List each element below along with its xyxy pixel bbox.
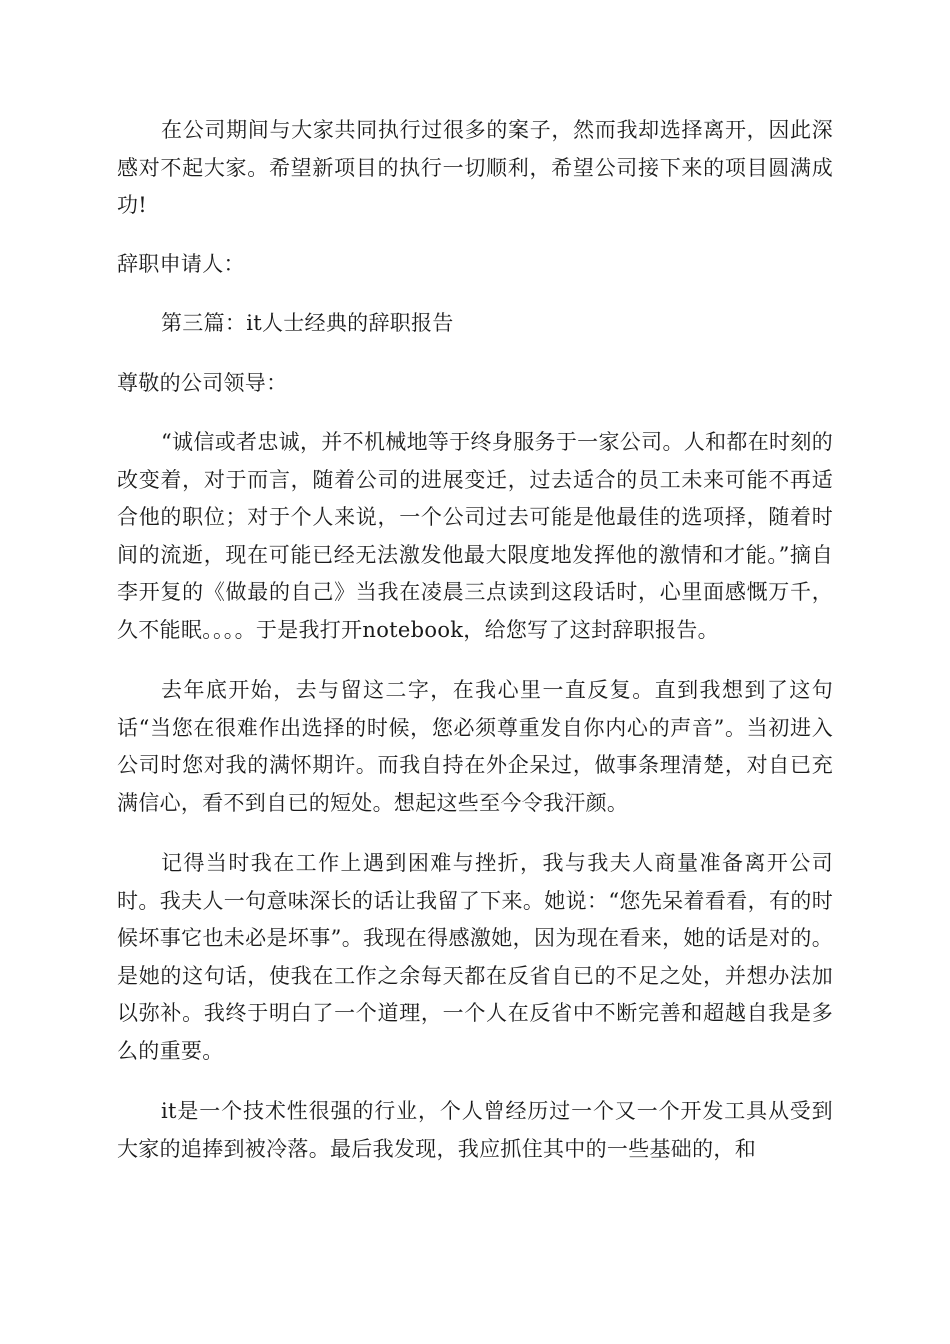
paragraph-it-industry: it是一个技术性很强的行业，个人曾经历过一个又一个开发工具从受到大家的追捧到被冷落。最后我发现，我应抓住其中的一些基础的，和 <box>117 1099 833 1161</box>
paragraph-closing-wishes: 在公司期间与大家共同执行过很多的案子，然而我却选择离开，因此深感对不起大家。希望新项目的执行一切顺利，希望公司接下来的项目圆满成功! <box>117 118 833 217</box>
section-heading: 第三篇：it人士经典的辞职报告 <box>161 311 454 335</box>
document-page <box>117 112 833 1168</box>
paragraph-decision: 去年底开始，去与留这二字，在我心里一直反复。直到我想到了这句话“当您在很难作出选择的时候，您必须尊重发自你内心的声音”。当初进入公司时您对我的满怀期许。而我自持在外企呆过，做事条理清楚，对自已充满信心，看不到自已的短处。想起这些至今令我汗颜。 <box>117 678 833 815</box>
paragraph-salutation: 尊敬的公司领导： <box>117 370 288 395</box>
paragraph-difficulties: 记得当时我在工作上遇到困难与挫折，我与我夫人商量准备离开公司时。我夫人一句意味深长的话让我留了下来。她说：“您先呆着看看，有的时候坏事它也未必是坏事”。我现在得感激她，因为现在看来，她的话是对的。是她的这句话，使我在工作之余每天都在反省自已的不足之处，并想办法加以弥补。我终于明白了一个道理，一个人在反省中不断完善和超越自我是多么的重要。 <box>117 851 833 1063</box>
paragraph-applicant-signature: 辞职申请人： <box>117 251 245 276</box>
paragraph-quote: “诚信或者忠诚，并不机械地等于终身服务于一家公司。人和都在时刻的改变着，对于而言，随着公司的进展变迁，过去适合的员工未来可能不再适合他的职位；对于个人来说，一个公司过去可能是他最佳的选项择，随着时间的流逝，现在可能已经无法激发他最大限度地发挥他的激情和才能。”摘自李开复的《做最的自己》当我在凌晨三点读到这段话时，心里面感慨万千，久不能眠。。。。于是我打开notebook，给您写了这封辞职报告。 <box>117 430 833 642</box>
